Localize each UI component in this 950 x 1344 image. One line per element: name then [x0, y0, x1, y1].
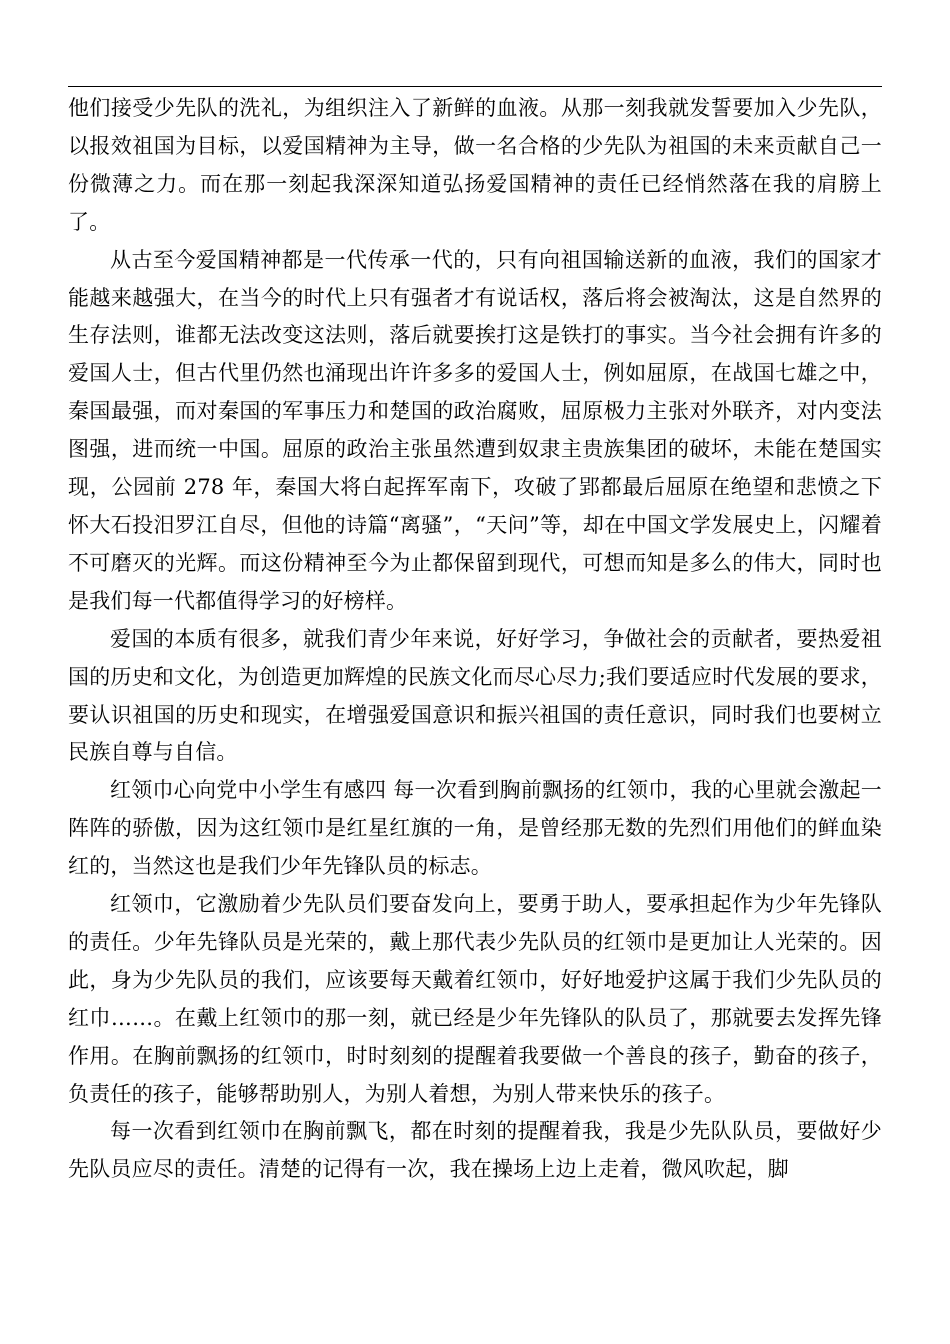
paragraph-4: 红领巾心向党中小学生有感四 每一次看到胸前飘扬的红领巾，我的心里就会激起一阵阵的骄傲，因为这红领巾是红星红旗的一角，是曾经那无数的先烈们用他们的鲜血染红的，当然这也是我们少年先锋队员的标志。	[68, 778, 882, 879]
paragraph-3: 爱国的本质有很多，就我们青少年来说，好好学习，争做社会的贡献者，要热爱祖国的历史和文化，为创造更加辉煌的民族文化而尽心尽力;我们要适应时代发展的要求，要认识祖国的历史和现实，在增强爱国意识和振兴祖国的责任意识，同时我们也要树立民族自尊与自信。	[68, 626, 882, 765]
header-rule	[68, 86, 882, 87]
paragraph-2: 从古至今爱国精神都是一代传承一代的，只有向祖国输送新的血液，我们的国家才能越来越强大，在当今的时代上只有强者才有说话权，落后将会被淘汰，这是自然界的生存法则，谁都无法改变这法则，落后就要挨打这是铁打的事实。当今社会拥有许多的爱国人士，但古代里仍然也涌现出许许多多的爱国人士，例如屈原，在战国七雄之中，秦国最强，而对秦国的军事压力和楚国的政治腐败，屈原极力主张对外联齐，对内变法图强，进而统一中国。屈原的政治主张虽然遭到奴隶主贵族集团的破坏，未能在楚国实现，公园前 278 年，秦国大将白起挥军南下，攻破了郢都最后屈原在绝望和悲愤之下怀大石投汨罗江自尽，但他的诗篇“离骚”，“天问”等，却在中国文学发展史上，闪耀着不可磨灭的光辉。而这份精神至今为止都保留到现代，可想而知是多么的伟大，同时也是我们每一代都值得学习的好榜样。	[68, 247, 882, 613]
paragraph-6: 每一次看到红领巾在胸前飘飞，都在时刻的提醒着我，我是少先队队员，要做好少先队员应尽的责任。清楚的记得有一次，我在操场上边上走着，微风吹起，脚	[68, 1119, 882, 1182]
paragraph-5: 红领巾，它激励着少先队员们要奋发向上，要勇于助人，要承担起作为少年先锋队的责任。少年先锋队员是光荣的，戴上那代表少先队员的红领巾是更加让人光荣的。因此，身为少先队员的我们，应该要每天戴着红领巾，好好地爱护这属于我们少先队员的红巾……。在戴上红领巾的那一刻，就已经是少年先锋队的队员了，那就要去发挥先锋作用。在胸前飘扬的红领巾，时时刻刻的提醒着我要做一个善良的孩子，勤奋的孩子，负责任的孩子，能够帮助别人，为别人着想，为别人带来快乐的孩子。	[68, 892, 882, 1106]
document-body	[68, 90, 882, 1189]
paragraph-1: 他们接受少先队的洗礼，为组织注入了新鲜的血液。从那一刻我就发誓要加入少先队，以报效祖国为目标，以爱国精神为主导，做一名合格的少先队为祖国的未来贡献自己一份微薄之力。而在那一刻起我深深知道弘扬爱国精神的责任已经悄然落在我的肩膀上了。	[68, 96, 882, 234]
